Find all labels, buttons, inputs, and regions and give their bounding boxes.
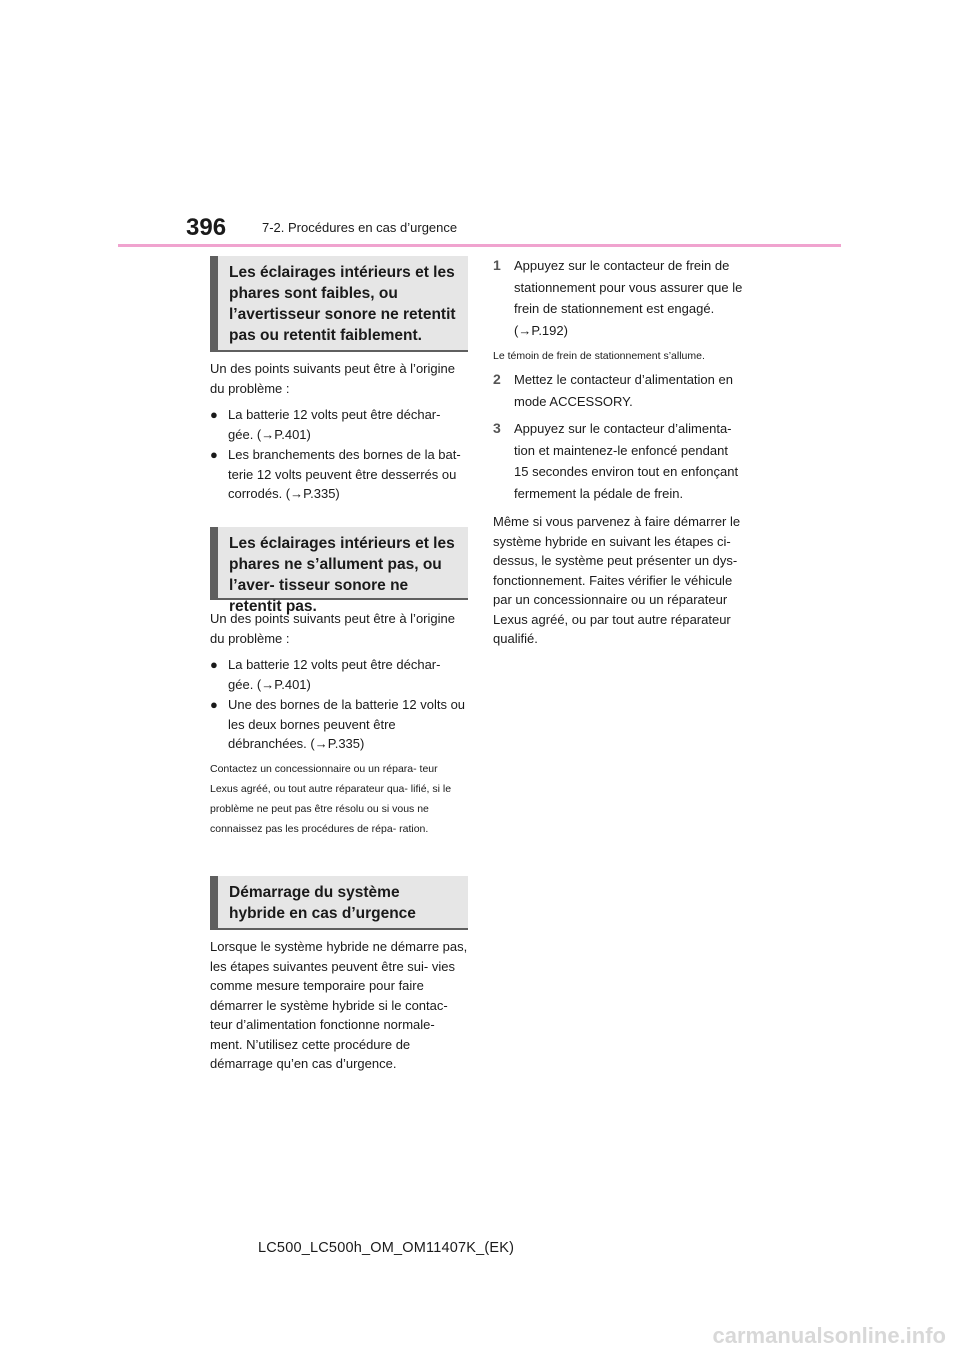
heading-weak-lights: Les éclairages intérieurs et les phares sont faibles, ou l’avertisseur sonore ne retentit pas ou retentit faiblement. (210, 256, 468, 352)
emergency-start-paragraph: Lorsque le système hybride ne démarre pas, les étapes suivantes peuvent être sui- vies comme mesure temporaire pour faire démarrer le système hybride si le contac- teur d’alimentation fonctionne normale- ment. N’utilisez cette procédure de démarrage qu’en cas d’urgence. (210, 939, 468, 1071)
heading-no-lights: Les éclairages intérieurs et les phares ne s’allument pas, ou l’aver- tisseur sonore ne retentit pas. (210, 527, 468, 600)
step-text: Appuyez sur le contacteur d’alimenta- tion et maintenez-le enfoncé pendant 15 secondes environ tout en enfonçant fermement la pédale de frein. (514, 421, 739, 501)
bullet-icon: ● (210, 657, 218, 672)
bullet-text: Une des bornes de la batterie 12 volts ou les deux bornes peuvent être débranchées. (→P.335) (228, 697, 466, 751)
header-rule (118, 244, 841, 247)
note-paragraph: Contactez un concessionnaire ou un répara- teur Lexus agréé, ou tout autre réparateur qua- lifié, si le problème ne peut pas être résolu ou si vous ne connaissez pas les procédures de répa- ration. (210, 763, 452, 835)
step-item (493, 369, 745, 412)
intro-paragraph-1: Un des points suivants peut être à l’origine du problème : (210, 361, 455, 396)
bullet-text: La batterie 12 volts peut être déchar- gée. (→P.401) (228, 657, 441, 692)
bullet-item (210, 445, 468, 504)
step-text: Appuyez sur le contacteur de frein de stationnement pour vous assurer que le frein de stationnement est engagé. (→P.192) (514, 258, 743, 338)
bullet-item (210, 655, 468, 694)
section-title: 7-2. Procédures en cas d’urgence (262, 220, 458, 235)
bullet-item (210, 695, 468, 754)
bullet-icon: ● (210, 407, 218, 422)
watermark: carmanualsonline.info (712, 1323, 946, 1348)
heading-emergency-start: Démarrage du système hybride en cas d’urgence (210, 876, 468, 930)
bullet-icon: ● (210, 697, 218, 712)
step-note: Le témoin de frein de stationnement s’allume. (493, 350, 705, 362)
step-item (493, 418, 745, 504)
step-number: 3 (493, 420, 501, 436)
bullet-item (210, 405, 468, 444)
step-text: Mettez le contacteur d’alimentation en mode ACCESSORY. (514, 372, 733, 409)
step-number: 2 (493, 371, 501, 387)
step-number: 1 (493, 257, 501, 273)
bullet-text: Les branchements des bornes de la bat- terie 12 volts peuvent être desserrés ou corrodés. (→P.335) (228, 447, 461, 501)
intro-paragraph-2: Un des points suivants peut être à l’origine du problème : (210, 611, 455, 646)
bullet-text: La batterie 12 volts peut être déchar- gée. (→P.401) (228, 407, 441, 442)
page-number: 396 (186, 214, 227, 241)
bullet-icon: ● (210, 447, 218, 462)
document-code: LC500_LC500h_OM_OM11407K_(EK) (258, 1240, 515, 1256)
closing-paragraph: Même si vous parvenez à faire démarrer le système hybride en suivant les étapes ci- dessus, le système peut présenter un dys- fonctionnement. Faites vérifier le véhicule par un concessionnaire ou un réparateur Lexus agréé, ou par tout autre réparateur qualifié. (493, 514, 741, 646)
step-item (493, 255, 745, 341)
